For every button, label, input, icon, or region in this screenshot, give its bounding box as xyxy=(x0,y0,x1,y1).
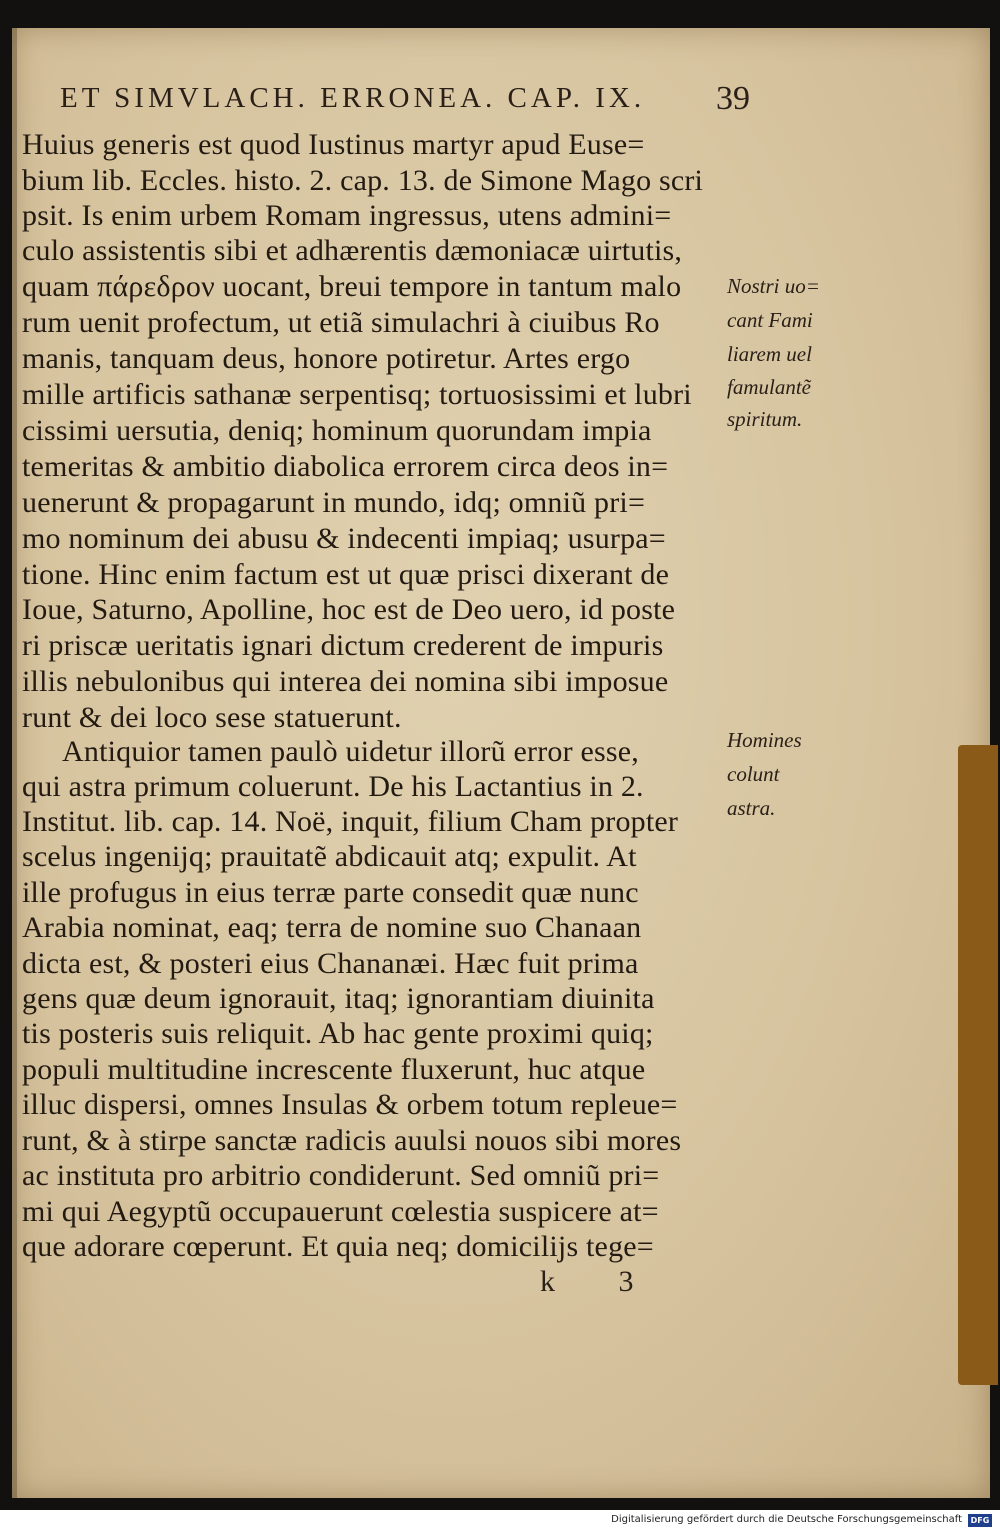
text-line: manis, tanquam deus, honore potiretur. Artes ergo xyxy=(22,342,631,375)
text-line: Huius generis est quod Iustinus martyr apud Euse= xyxy=(22,128,645,161)
text-line: tis posteris suis reliquit. Ab hac gente proximi quiq; xyxy=(22,1017,654,1050)
text-line: temeritas & ambitio diabolica errorem circa deos in= xyxy=(22,450,669,483)
text-line: ri priscæ ueritatis ignari dictum crederent de impuris xyxy=(22,629,664,662)
text-line: quam πάρεδρον uocant, breui tempore in tantum malo xyxy=(22,270,682,303)
text-line: runt & dei loco sese statuerunt. xyxy=(22,701,402,734)
margin-note-line: Nostri uo= xyxy=(727,274,820,298)
text-line: runt, & à stirpe sanctæ radicis auulsi nouos sibi mores xyxy=(22,1124,682,1157)
text-line: rum uenit profectum, ut etiã simulachri à ciuibus Ro xyxy=(22,306,660,339)
margin-note-line: cant Fami xyxy=(727,308,813,332)
margin-note-line: spiritum. xyxy=(727,407,803,431)
margin-note-line: astra. xyxy=(727,796,776,820)
text-line: Arabia nominat, eaq; terra de nomine suo Chanaan xyxy=(22,911,642,944)
bookmark-tab xyxy=(958,745,998,1385)
margin-note-line: Homines xyxy=(727,728,802,752)
text-line: illuc dispersi, omnes Insulas & orbem totum repleue= xyxy=(22,1088,678,1121)
text-line: qui astra primum coluerunt. De his Lactantius in 2. xyxy=(22,770,644,803)
text-line: Antiquior tamen paulò uidetur illorũ error esse, xyxy=(62,735,639,768)
running-head: ET SIMVLACH. ERRONEA. CAP. IX. xyxy=(60,82,646,114)
dfg-logo: DFG xyxy=(968,1514,992,1527)
text-line: ac instituta pro arbitrio condiderunt. Sed omniũ pri= xyxy=(22,1159,660,1192)
text-line: psit. Is enim urbem Romam ingressus, utens admini= xyxy=(22,199,672,232)
text-line: tione. Hinc enim factum est ut quæ prisci dixerant de xyxy=(22,558,670,591)
text-line: Ioue, Saturno, Apolline, hoc est de Deo uero, id poste xyxy=(22,593,676,626)
text-line: mo nominum dei abusu & indecenti impiaq; usurpa= xyxy=(22,522,666,555)
margin-note-line: liarem uel xyxy=(727,342,812,366)
text-line: scelus ingenijq; prauitatẽ abdicauit atq; expulit. At xyxy=(22,840,637,873)
text-line: mi qui Aegyptũ occupauerunt cœlestia suspicere at= xyxy=(22,1195,659,1228)
footer-credit: Digitalisierung gefördert durch die Deutsche Forschungsgemeinschaft xyxy=(611,1514,962,1525)
text-line: illis nebulonibus qui interea dei nomina sibi imposue xyxy=(22,665,669,698)
text-line: culo assistentis sibi et adhærentis dæmoniacæ uirtutis, xyxy=(22,234,683,267)
signature-mark: k 3 xyxy=(540,1265,662,1298)
page-number: 39 xyxy=(716,80,750,117)
page-gutter-edge xyxy=(12,28,17,1498)
text-line: cissimi uersutia, deniq; hominum quorundam impia xyxy=(22,414,652,447)
text-line: dicta est, & posteri eius Chananæi. Hæc fuit prima xyxy=(22,947,639,980)
text-line: Institut. lib. cap. 14. Noë, inquit, filium Cham propter xyxy=(22,805,679,838)
text-line: mille artificis sathanæ serpentisq; tortuosissimi et lubri xyxy=(22,378,692,411)
margin-note-line: colunt xyxy=(727,762,780,786)
text-line: populi multitudine increscente fluxerunt, huc atque xyxy=(22,1053,646,1086)
text-line: gens quæ deum ignorauit, itaq; ignorantiam diuinita xyxy=(22,982,655,1015)
text-line: ille profugus in eius terræ parte consedit quæ nunc xyxy=(22,876,639,909)
text-line: bium lib. Eccles. histo. 2. cap. 13. de Simone Mago scri xyxy=(22,164,704,197)
text-line: uenerunt & propagarunt in mundo, idq; omniũ pri= xyxy=(22,486,646,519)
text-line: que adorare cœperunt. Et quia neq; domicilijs tege= xyxy=(22,1230,654,1263)
footer-bar xyxy=(0,1510,1000,1532)
margin-note-line: famulantẽ xyxy=(727,375,811,399)
